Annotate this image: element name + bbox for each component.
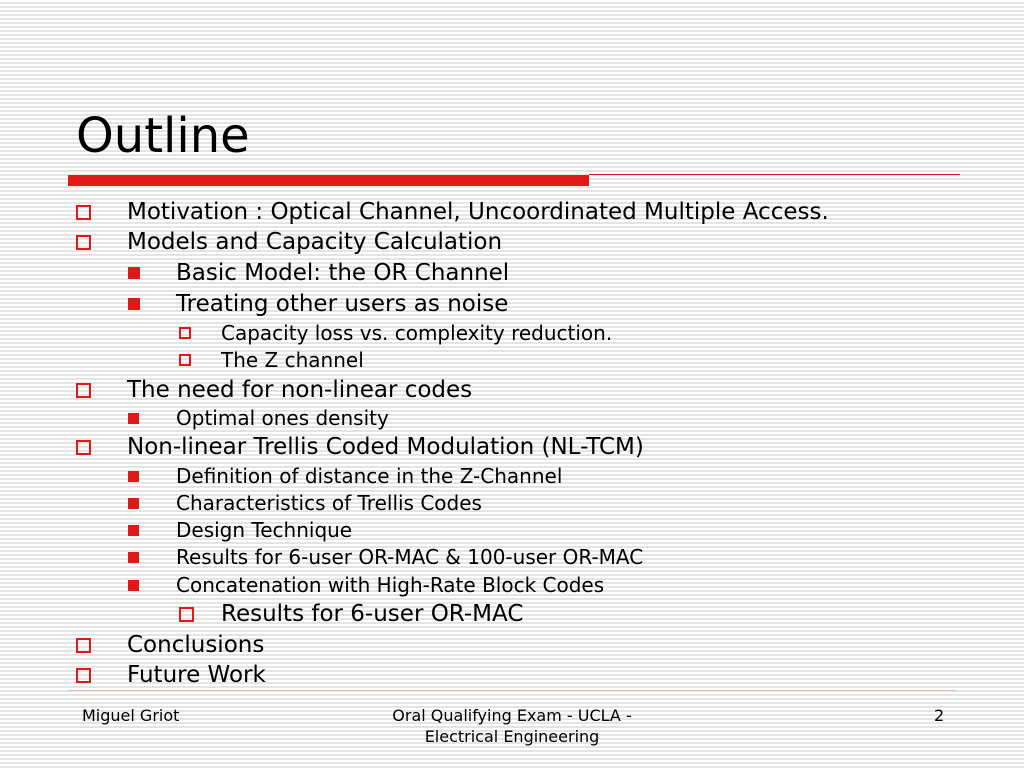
hollow-square-bullet-icon	[76, 383, 91, 398]
filled-square-bullet-icon	[128, 267, 140, 279]
hollow-square-bullet-icon	[179, 607, 194, 622]
list-item-text: Models and Capacity Calculation	[127, 229, 503, 255]
list-item-text: Conclusions	[127, 632, 265, 658]
list-item-text: The Z channel	[221, 348, 364, 372]
filled-square-bullet-icon	[128, 298, 140, 310]
filled-square-bullet-icon	[128, 413, 139, 424]
hollow-square-bullet-icon	[76, 668, 91, 683]
list-item-text: Results for 6-user OR-MAC	[221, 601, 524, 627]
list-item-text: Results for 6-user OR-MAC & 100-user OR-MAC	[176, 545, 644, 569]
list-item-text: Capacity loss vs. complexity reduction.	[221, 321, 613, 345]
list-item-text: Definition of distance in the Z-Channel	[176, 464, 563, 488]
list-item-text: Design Technique	[176, 518, 353, 542]
list-item-text: Non-linear Trellis Coded Modulation (NL-TCM)	[127, 434, 644, 460]
hollow-square-bullet-icon	[76, 440, 91, 455]
footer-author: Miguel Griot	[82, 706, 180, 725]
footer-divider	[68, 690, 956, 691]
filled-square-bullet-icon	[128, 552, 139, 563]
slide-title: Outline	[76, 108, 250, 164]
list-item-text: Characteristics of Trellis Codes	[176, 491, 482, 515]
title-underline-thin	[589, 174, 960, 175]
filled-square-bullet-icon	[128, 471, 139, 482]
list-item-text: Motivation : Optical Channel, Uncoordinated Multiple Access.	[127, 199, 829, 225]
filled-square-bullet-icon	[128, 580, 139, 591]
list-item-text: Treating other users as noise	[176, 291, 509, 317]
hollow-square-bullet-icon	[179, 354, 191, 366]
list-item-text: Optimal ones density	[176, 406, 389, 430]
list-item-text: Concatenation with High-Rate Block Codes	[176, 573, 605, 597]
title-underline-thick	[68, 175, 589, 186]
list-item-text: Future Work	[127, 662, 266, 688]
list-item-text: Basic Model: the OR Channel	[176, 260, 510, 286]
list-item-text: The need for non-linear codes	[127, 377, 473, 403]
footer-event: Oral Qualifying Exam - UCLA - Electrical Engineering	[392, 706, 632, 746]
filled-square-bullet-icon	[128, 498, 139, 509]
hollow-square-bullet-icon	[76, 638, 91, 653]
filled-square-bullet-icon	[128, 525, 139, 536]
hollow-square-bullet-icon	[76, 235, 91, 250]
footer-page-number: 2	[934, 706, 945, 725]
hollow-square-bullet-icon	[76, 205, 91, 220]
hollow-square-bullet-icon	[179, 327, 191, 339]
